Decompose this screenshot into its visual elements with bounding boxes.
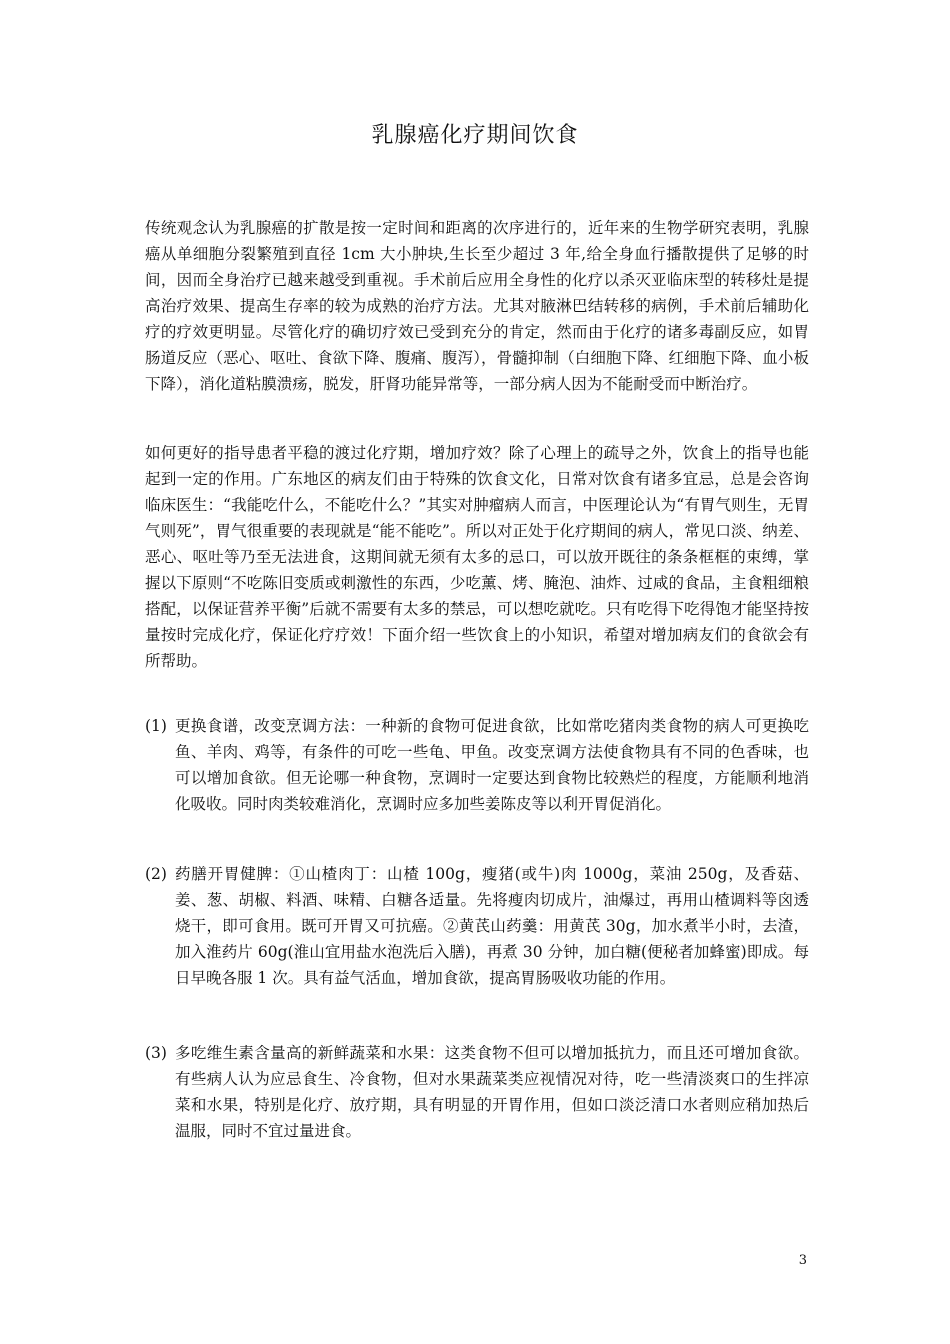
list-item	[145, 713, 809, 817]
paragraph-guidance: 如何更好的指导患者平稳的渡过化疗期，增加疗效？除了心理上的疏导之外，饮食上的指导也能起到一定的作用。广东地区的病友们由于特殊的饮食文化，日常对饮食有诸多宜忌，总是会咨询临床医生：“我能吃什么，不能吃什么？”其实对肿瘤病人而言，中医理论认为“有胃气则生，无胃气则死”，胃气很重要的表现就是“能不能吃”。所以对正处于化疗期间的病人，常见口淡、纳差、恶心、呕吐等乃至无法进食，这期间就无须有太多的忌口，可以放开既往的条条框框的束缚，掌握以下原则“不吃陈旧变质或刺激性的东西，少吃薰、烤、腌泡、油炸、过咸的食品，主食粗细粮搭配，以保证营养平衡”后就不需要有太多的禁忌，可以想吃就吃。只有吃得下吃得饱才能坚持按量按时完成化疗，保证化疗疗效！下面介绍一些饮食上的小知识，希望对增加病友们的食欲会有所帮助。	[145, 444, 809, 670]
list-item	[145, 1040, 809, 1144]
list-item-number: (1)	[145, 717, 167, 735]
list-item-text: 更换食谱，改变烹调方法：一种新的食物可促进食欲，比如常吃猪肉类食物的病人可更换吃鱼、羊肉、鸡等，有条件的可吃一些龟、甲鱼。改变烹调方法使食物具有不同的色香味，也可以增加食欲。但无论哪一种食物，烹调时一定要达到食物比较熟烂的程度，方能顺利地消化吸收。同时肉类较难消化，烹调时应多加些姜陈皮等以利开胃促消化。	[175, 717, 809, 813]
page-number: 3	[798, 1253, 807, 1268]
list-item-number: (3)	[145, 1044, 167, 1062]
list-item-text: 药膳开胃健脾：①山楂肉丁：山楂 100g，瘦猪(或牛)肉 1000g，菜油 250g，及香菇、姜、葱、胡椒、料酒、味精、白糖各适量。先将瘦肉切成片，油爆过，再用山楂调料等囟透烧干，即可食用。既可开胃又可抗癌。②黄芪山药羹：用黄芪 30g，加水煮半小时，去渣，加入淮药片 60g(淮山宜用盐水泡洗后入膳)，再煮 30 分钟，加白糖(便秘者加蜂蜜)即成。每日早晚各服 1 次。具有益气活血，增加食欲，提高胃肠吸收功能的作用。	[175, 865, 809, 987]
list-item-number: (2)	[145, 865, 167, 883]
list-item-text: 多吃维生素含量高的新鲜蔬菜和水果：这类食物不但可以增加抵抗力，而且还可增加食欲。有些病人认为应忌食生、冷食物，但对水果蔬菜类应视情况对待，吃一些清淡爽口的生拌凉菜和水果，特别是化疗、放疗期，具有明显的开胃作用，但如口淡泛清口水者则应稍加热后温服，同时不宜过量进食。	[175, 1044, 809, 1140]
paragraph-intro: 传统观念认为乳腺癌的扩散是按一定时间和距离的次序进行的，近年来的生物学研究表明，乳腺癌从单细胞分裂繁殖到直径 1cm 大小肿块,生长至少超过 3 年,给全身血行播散提供了足够的时间，因而全身治疗已越来越受到重视。手术前后应用全身性的化疗以杀灭亚临床型的转移灶是提高治疗效果、提高生存率的较为成熟的治疗方法。尤其对腋淋巴结转移的病例，手术前后辅助化疗的疗效更明显。尽管化疗的确切疗效已受到充分的肯定，然而由于化疗的诸多毒副反应，如胃肠道反应（恶心、呕吐、食欲下降、腹痛、腹泻），骨髓抑制（白细胞下降、红细胞下降、血小板下降），消化道粘膜溃疡，脱发，肝肾功能异常等，一部分病人因为不能耐受而中断治疗。	[145, 219, 809, 393]
page-title: 乳腺癌化疗期间饮食	[371, 123, 579, 148]
list-item	[145, 861, 809, 991]
